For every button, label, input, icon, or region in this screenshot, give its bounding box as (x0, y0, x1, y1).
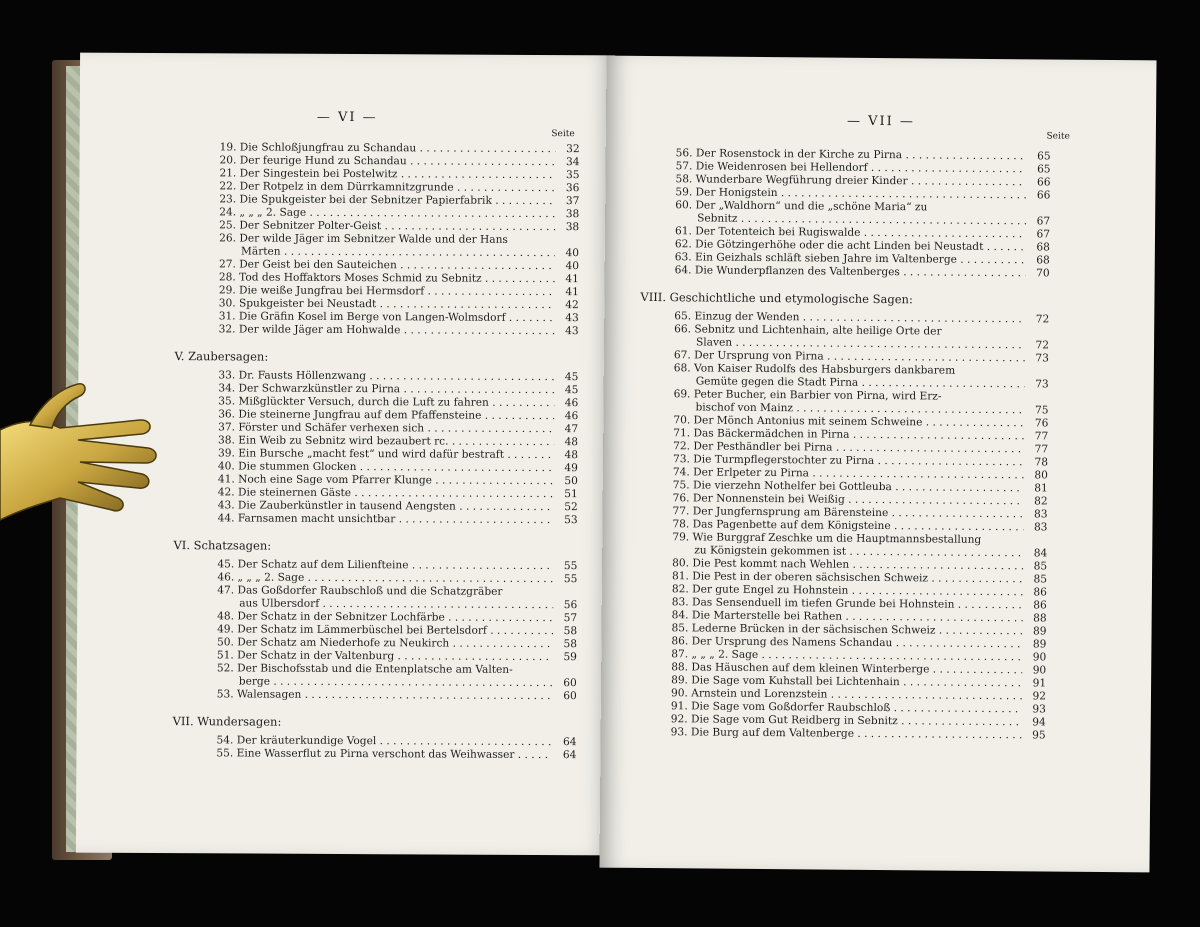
toc-entry-page: 85 (1033, 560, 1048, 573)
toc-entry-title: 19. Die Schloßjungfrau zu Schandau . . . (220, 141, 556, 156)
seite-label-right: Seite (1046, 131, 1070, 142)
toc-entry-title: 26. Der wilde Jäger im Sebnitzer Walde und der Hans (219, 232, 508, 246)
toc-entry-page: 48 (564, 436, 579, 449)
toc-entry-title: 86. Der Ursprung des Namens Schandau . . . (671, 635, 1022, 651)
toc-entry-page: 41 (565, 286, 579, 299)
toc-entry-title: 76. Der Nonnenstein bei Weißig . . . (673, 492, 1024, 508)
toc-entry-title: 73. Die Turmpflegerstochter zu Pirna . . . (673, 453, 1024, 469)
toc-entry-title: 36. Die steinerne Jungfrau auf dem Pfaffensteine . . . (218, 408, 554, 423)
toc-entry-page: 88 (1033, 612, 1047, 625)
toc-entry-title: 58. Wunderbare Wegführung dreier Kinder . . . (675, 173, 1026, 189)
toc-entry-title: 22. Der Rotpelz in dem Dürrkamnitzgrunde . . . (219, 180, 555, 195)
toc-entry-page: 93 (1032, 703, 1046, 716)
toc-entry-page: 90 (1032, 651, 1047, 664)
page-number-left: — VI — (316, 109, 378, 126)
toc-entry-title: 68. Von Kaiser Rudolfs des Habsburgers dankbarem (673, 362, 956, 377)
toc-entry-title: 29. Die weiße Jungfrau bei Hermsdorf . . . (219, 284, 555, 299)
toc-entry-page: 55 (563, 560, 578, 573)
toc-entry-page: 92 (1032, 690, 1047, 703)
toc-right (640, 147, 1051, 742)
toc-entry-page: 78 (1034, 456, 1049, 469)
toc-entry-title: 33. Dr. Fausts Höllenzwang . . . (218, 369, 554, 384)
toc-entry-page: 86 (1033, 586, 1047, 599)
brass-hand-page-holder (0, 370, 160, 540)
toc-entry-page: 38 (565, 221, 580, 234)
toc-entry-page: 80 (1034, 469, 1048, 482)
section-heading: VII. Wundersagen: (172, 714, 282, 729)
toc-entry-title: 50. Der Schatz am Niederhofe zu Neukirch . . . (217, 636, 553, 651)
toc-entry-page: 47 (564, 423, 579, 436)
toc-entry-page: 67 (1036, 215, 1051, 228)
toc-entry-page: 40 (565, 260, 580, 273)
section-heading: V. Zaubersagen: (174, 349, 269, 364)
toc-entry (218, 512, 578, 527)
toc-entry-title: 81. Die Pest in der oberen sächsischen Schweiz . . . (672, 570, 1023, 586)
toc-entry-title: 82. Der gute Engel zu Hohnstein . . . (672, 583, 1023, 599)
toc-entry-page: 68 (1036, 254, 1050, 267)
toc-entry-page: 34 (566, 156, 580, 169)
toc-entry-title: 71. Das Bäckermädchen in Pirna . . . (673, 427, 1024, 443)
toc-entry-title: 79. Wie Burggraf Zeschke um die Hauptmannsbestallung (672, 531, 982, 546)
toc-entry-title: 38. Ein Weib zu Sebnitz wird bezaubert rc. . . . (218, 434, 554, 449)
toc-entry-title: 52. Der Bischofsstab und die Entenplatsche am Valten- (216, 662, 513, 676)
toc-entry-title: 57. Die Weidenrosen bei Hellendorf . . . (676, 160, 1027, 176)
toc-entry-title: 65. Einzug der Wenden . . . (674, 310, 1025, 326)
toc-entry-title: 85. Lederne Brücken in der sächsischen Schweiz . . . (671, 622, 1022, 638)
toc-entry-title: 61. Der Totenteich bei Rugiswalde . . . (675, 225, 1026, 241)
toc-entry-title: 88. Das Häuschen auf dem kleinen Winterberge . . . (671, 661, 1022, 677)
toc-entry-title: 24. „ „ „ 2. Sage . . . (219, 206, 555, 221)
toc-entry-page: 35 (565, 169, 580, 182)
toc-entry-page: 58 (563, 638, 578, 651)
toc-entry-title: Märten . . . (219, 245, 555, 260)
toc-entry-page: 32 (566, 143, 580, 156)
toc-entry-title: berge . . . (217, 675, 553, 690)
toc-entry-page: 95 (1032, 729, 1046, 742)
toc-entry-page: 49 (564, 462, 578, 475)
toc-entry-page: 56 (563, 599, 578, 612)
toc-entry-title: 27. Der Geist bei den Sauteichen . . . (219, 258, 555, 273)
toc-entry-page: 72 (1035, 339, 1050, 352)
toc-entry-title: 40. Die stummen Glocken . . . (218, 460, 554, 475)
toc-entry (219, 323, 579, 338)
toc-entry-page: 48 (564, 449, 579, 462)
toc-entry-title: bischof von Mainz . . . (673, 401, 1024, 417)
toc-left (172, 141, 580, 762)
toc-entry-title: 47. Das Goßdorfer Raubschloß und die Schatzgräber (217, 584, 503, 598)
toc-entry-page: 66 (1036, 189, 1051, 202)
toc-entry-title: 63. Ein Geizhals schläft sieben Jahre im Valtenberge . . . (675, 251, 1026, 267)
toc-entry-page: 94 (1032, 716, 1046, 729)
toc-entry-page: 72 (1035, 313, 1050, 326)
toc-entry-page: 42 (565, 299, 579, 312)
toc-entry-page: 64 (562, 736, 577, 749)
toc-entry (675, 264, 1050, 280)
toc-entry-page: 76 (1034, 417, 1049, 430)
toc-entry-page: 50 (564, 475, 578, 488)
toc-entry-title: Slaven . . . (674, 336, 1025, 352)
toc-entry-page: 81 (1034, 482, 1048, 495)
toc-entry-page: 51 (564, 488, 578, 501)
toc-entry-title: 70. Der Mönch Antonius mit seinem Schweine . . . (673, 414, 1024, 430)
toc-entry-title: 74. Der Erlpeter zu Pirna . . . (673, 466, 1024, 482)
toc-entry-title: 20. Der feurige Hund zu Schandau . . . (219, 154, 555, 169)
toc-entry-title: 64. Die Wunderpflanzen des Valtenberges . . . (675, 264, 1026, 280)
toc-entry-title: 51. Der Schatz in der Valtenburg . . . (217, 649, 553, 664)
toc-entry-page: 77 (1034, 430, 1049, 443)
toc-entry-title: 35. Mißglückter Versuch, durch die Luft zu fahren . . . (218, 395, 554, 410)
toc-entry-page: 46 (564, 397, 579, 410)
section-heading: VI. Schatzsagen: (173, 538, 272, 553)
toc-entry-title: 62. Die Götzingerhöhe oder die acht Linden bei Neustadt . . . (675, 238, 1026, 254)
toc-entry-page: 45 (564, 384, 579, 397)
toc-entry-title: 80. Die Pest kommt nach Wehlen . . . (672, 557, 1023, 573)
toc-entry-page: 38 (565, 208, 580, 221)
toc-entry-title: 23. Die Spukgeister bei der Sebnitzer Papierfabrik . . . (219, 193, 555, 208)
toc-entry-page: 65 (1037, 150, 1051, 163)
toc-entry-title: aus Ulbersdorf . . . (217, 597, 553, 612)
toc-entry-title: 87. „ „ „ 2. Sage . . . (671, 648, 1022, 664)
toc-entry-title: 54. Der kräuterkundige Vogel . . . (216, 734, 552, 749)
toc-entry-page: 43 (565, 312, 579, 325)
toc-entry-title: 66. Sebnitz und Lichtenhain, alte heilige Orte der (674, 323, 942, 338)
toc-entry-title: 91. Die Sage vom Goßdorfer Raubschloß . . . (671, 700, 1022, 716)
toc-entry-title: 59. Der Honigstein . . . (675, 186, 1026, 202)
toc-entry-title: 31. Die Gräfin Kosel im Berge von Langen-Wolmsdorf . . . (219, 310, 555, 325)
toc-entry-page: 60 (563, 690, 577, 703)
toc-entry-page: 52 (564, 501, 578, 514)
toc-entry-title: 32. Der wilde Jäger am Hohwalde . . . (219, 323, 555, 338)
toc-entry-page: 40 (565, 247, 580, 260)
toc-entry-title: 55. Eine Wasserflut zu Pirna verschont das Weihwasser . . . (216, 747, 552, 762)
section-heading: VIII. Geschichtliche und etymologische Sagen: (640, 289, 913, 307)
page-number-right: — VII — (846, 113, 916, 130)
toc-entry-page: 83 (1033, 521, 1048, 534)
toc-entry-title: 25. Der Sebnitzer Polter-Geist . . . (219, 219, 555, 234)
toc-entry-title: 89. Die Sage vom Kuhstall bei Lichtenhain . . . (671, 674, 1022, 690)
toc-entry-page: 53 (564, 514, 578, 527)
toc-entry-title: 93. Die Burg auf dem Valtenberge . . . (671, 726, 1022, 742)
toc-entry-title: 37. Förster und Schäfer verhexen sich . . . (218, 421, 554, 436)
toc-entry-page: 65 (1037, 163, 1051, 176)
toc-entry-title: 41. Noch eine Sage vom Pfarrer Klunge . . . (218, 473, 554, 488)
toc-entry-title: 78. Das Pagenbette auf dem Königsteine . . . (672, 518, 1023, 534)
toc-entry-page: 73 (1035, 378, 1049, 391)
toc-entry-page: 41 (565, 273, 579, 286)
toc-entry-page: 55 (563, 573, 578, 586)
toc-entry-title: Gemüte gegen die Stadt Pirna . . . (674, 375, 1025, 391)
toc-entry-title: 34. Der Schwarzkünstler zu Pirna . . . (218, 382, 554, 397)
toc-entry-page: 67 (1036, 228, 1051, 241)
toc-entry-page: 90 (1032, 664, 1047, 677)
toc-entry-title: 84. Die Marterstelle bei Rathen . . . (672, 609, 1023, 625)
toc-entry-title: 43. Die Zauberkünstler in tausend Aengsten . . . (218, 499, 554, 514)
toc-entry-page: 57 (563, 612, 578, 625)
toc-entry-page: 75 (1034, 404, 1049, 417)
toc-entry-page: 58 (563, 625, 578, 638)
toc-entry-page: 84 (1033, 547, 1048, 560)
toc-entry-title: 83. Das Sensenduell im tiefen Grunde bei Hohnstein . . . (672, 596, 1023, 612)
toc-entry-title: 69. Peter Bucher, ein Barbier von Pirna, wird Erz- (673, 388, 942, 403)
toc-entry-title: 77. Der Jungfernsprung am Bärensteine . . . (673, 505, 1024, 521)
toc-entry-title: 49. Der Schatz im Lämmerbüschel bei Bertelsdorf . . . (217, 623, 553, 638)
seite-label-left: Seite (551, 129, 575, 140)
toc-entry-title: 21. Der Singestein bei Postelwitz . . . (219, 167, 555, 182)
toc-entry-title: 90. Arnstein und Lorenzstein . . . (671, 687, 1022, 703)
toc-entry-title: 72. Der Pesthändler bei Pirna . . . (673, 440, 1024, 456)
toc-entry-page: 85 (1033, 573, 1048, 586)
toc-entry-page: 73 (1035, 352, 1049, 365)
toc-entry-page: 66 (1036, 176, 1051, 189)
toc-entry-page: 36 (565, 182, 580, 195)
toc-entry-page: 70 (1036, 267, 1050, 280)
right-page (599, 56, 1156, 873)
toc-entry (216, 747, 576, 762)
toc-entry (217, 688, 577, 703)
toc-entry-page: 59 (563, 651, 577, 664)
toc-entry-title: 28. Tod des Hoffaktors Moses Schmid zu Sebnitz . . . (219, 271, 555, 286)
toc-entry-page: 45 (564, 371, 579, 384)
toc-entry-title: 39. Ein Bursche „macht fest“ und wird dafür bestraft . . . (218, 447, 554, 462)
toc-entry-page: 60 (563, 677, 577, 690)
toc-entry-page: 46 (564, 410, 579, 423)
toc-entry-page: 43 (565, 325, 579, 338)
toc-entry-page: 68 (1036, 241, 1050, 254)
toc-entry-page: 89 (1032, 638, 1047, 651)
toc-entry-title: 42. Die steinernen Gäste . . . (218, 486, 554, 501)
toc-entry-title: 56. Der Rosenstock in der Kirche zu Pirna . . . (676, 147, 1027, 163)
toc-entry-title: 67. Der Ursprung von Pirna . . . (674, 349, 1025, 365)
toc-entry-title: 44. Farnsamen macht unsichtbar . . . (218, 512, 554, 527)
toc-entry-title: 46. „ „ „ 2. Sage . . . (217, 571, 553, 586)
toc-entry-page: 91 (1032, 677, 1047, 690)
toc-entry-title: 60. Der „Waldhorn“ und die „schöne Maria“ zu (675, 199, 928, 214)
toc-entry-page: 82 (1034, 495, 1048, 508)
toc-entry-title: zu Königstein gekommen ist . . . (672, 544, 1023, 560)
toc-entry-page: 86 (1033, 599, 1047, 612)
toc-entry-title: 45. Der Schatz auf dem Lilienfteine . . . (217, 558, 553, 573)
toc-entry-title: 48. Der Schatz in der Sebnitzer Lochfärbe . . . (217, 610, 553, 625)
toc-entry (671, 726, 1046, 742)
toc-entry-page: 83 (1034, 508, 1048, 521)
toc-entry-page: 89 (1033, 625, 1047, 638)
toc-entry-title: 53. Walensagen . . . (217, 688, 553, 703)
toc-entry-title: 75. Die vierzehn Nothelfer bei Gottleuba . . . (673, 479, 1024, 495)
toc-entry-title: 30. Spukgeister bei Neustadt . . . (219, 297, 555, 312)
toc-entry-page: 77 (1034, 443, 1049, 456)
toc-entry-page: 37 (565, 195, 580, 208)
toc-entry-page: 64 (562, 749, 577, 762)
toc-entry-title: Sebnitz . . . (675, 212, 1026, 228)
toc-entry-title: 92. Die Sage vom Gut Reidberg in Sebnitz . . . (671, 713, 1022, 729)
